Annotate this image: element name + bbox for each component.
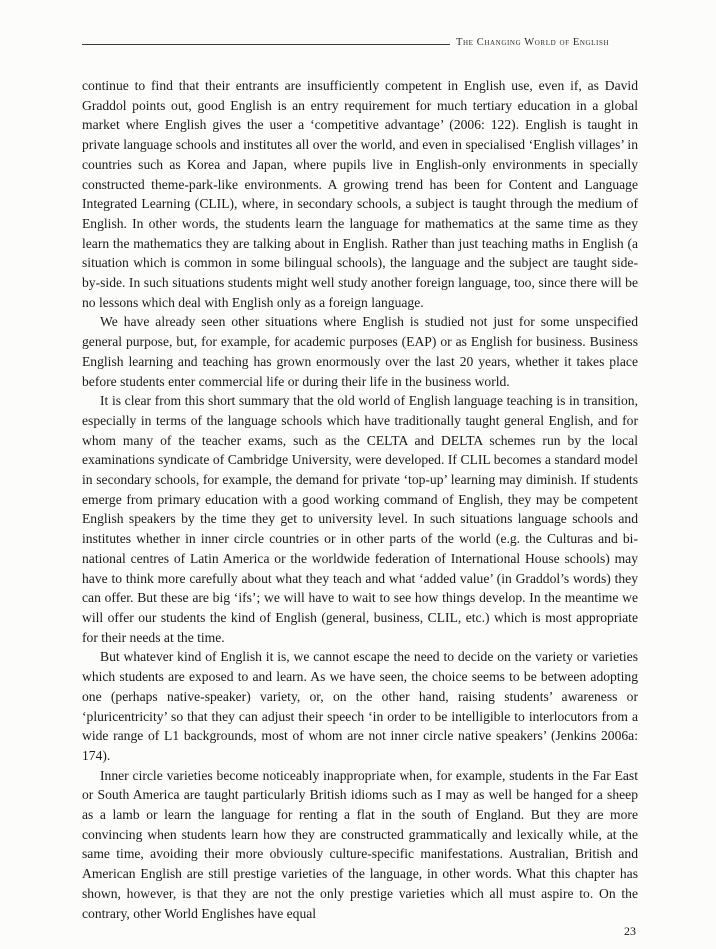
page-number: 23 — [624, 924, 636, 938]
paragraph-5: Inner circle varieties become noticeably inappropriate when, for example, students in the Far East or South America are taught particularly British idioms such as I may as well be hanged for a sheep as a lamb or learn the language for renting a flat in the south of England. But they are more convincing when students learn how they are constructed grammatically and lexically while, at the same time, avoiding their more obviously culture-specific manifestations. Australian, British and American English are still prestige varieties of the language, in other words. What this chapter has shown, however, is that they are not the only prestige varieties which all must aspire to. On the contrary, other World Englishes have equal — [82, 767, 638, 921]
body-text — [82, 76, 638, 923]
paragraph-2: We have already seen other situations where English is studied not just for some unspecified general purpose, but, for example, for academic purposes (EAP) or as English for business. Business English learning and teaching has grown enormously over the last 20 years, whether it takes place before students enter commercial life or during their life in the business world. — [82, 314, 638, 389]
running-head: The Changing World of English — [456, 37, 610, 48]
paragraph-3: It is clear from this short summary that the old world of English language teaching is in transition, especially in terms of the language schools which have traditionally taught general English, and for whom many of the teacher exams, such as the CELTA and DELTA schemes run by the local examinations syndicate of Cambridge University, were developed. If CLIL becomes a standard model in secondary schools, for example, the demand for private ‘top-up’ learning may diminish. If students emerge from primary education with a good working command of English, they may be competent English speakers by the time they get to university level. In such situations language schools and institutes whether in inner circle countries or in other parts of the world (e.g. the Culturas and bi-national centres of Latin America or the worldwide federation of International House schools) may have to think more carefully about what they teach and what ‘added value’ (in Graddol’s words) they can offer. But these are big ‘ifs’; we will have to wait to see how things develop. In the meantime we will offer our students the kind of English (general, business, CLIL, etc.) which is most appropriate for their needs at the time. — [82, 393, 638, 645]
paragraph-4: But whatever kind of English it is, we cannot escape the need to decide on the variety or varieties which students are exposed to and learn. As we have seen, the choice seems to be between adopting one (perhaps native-speaker) variety, or, on the other hand, raising students’ awareness or ‘pluricentricity’ so that they can adjust their speech ‘in order to be intelligible to interlocutors from a wide range of L1 backgrounds, most of whom are not inner circle native speakers’ (Jenkins 2006a: 174). — [82, 649, 638, 763]
paragraph-1: continue to find that their entrants are insufficiently competent in English use, even if, as David Graddol points out, good English is an entry requirement for much tertiary education in a global market where English gives the user a ‘competitive advantage’ (2006: 122). English is taught in private language schools and institutes all over the world, and even in specialised ‘English villages’ in countries such as Korea and Japan, where pupils live in English-only environments in specially constructed theme-park-like environments. A growing trend has been for Content and Language Integrated Learning (CLIL), where, in secondary schools, a subject is taught through the medium of English. In other words, the students learn the language for mathematics at the same time as they learn the mathematics they are talking about in English. Rather than just teaching maths in English (a situation which is common in some bilingual schools), the language and the subject are taught side-by-side. In such situations students might well study another foreign language, too, since there will be no lessons which deal with English only as a foreign language. — [82, 78, 638, 310]
header-rule — [82, 44, 450, 45]
